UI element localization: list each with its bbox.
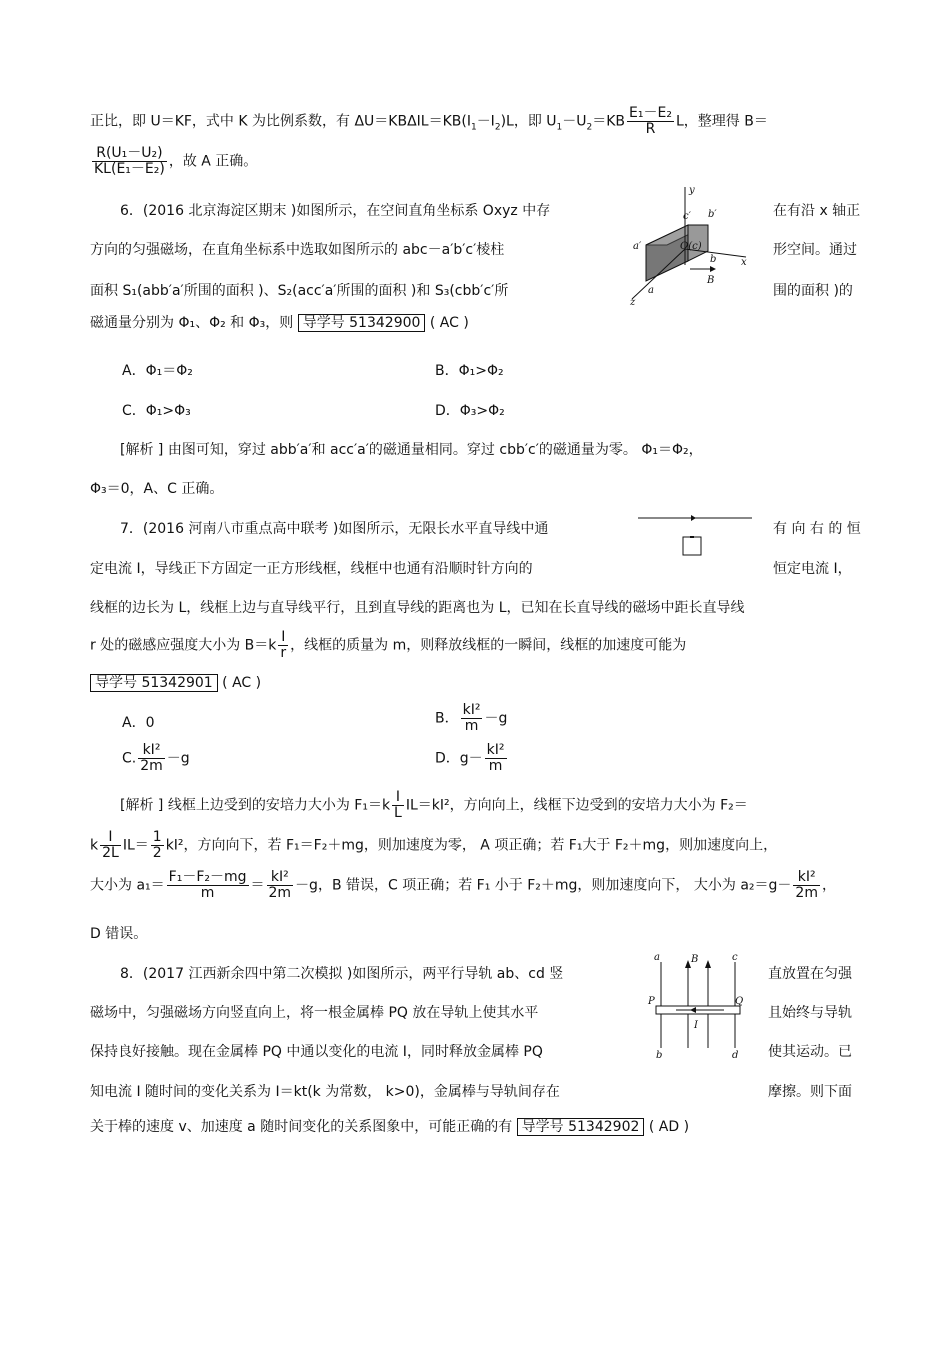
q8-rails-figure (646, 950, 746, 1062)
text: IL＝kI²，方向向上，线框下边受到的安培力大小为 F₂＝ (405, 797, 748, 814)
q7-line-2: 定电流 I，导线正下方固定一正方形线框，线框中也通有沿顺时针方向的 (90, 561, 533, 577)
top-line-2 (90, 146, 257, 177)
q6-line-3: 面积 S₁(abb′a′所围的面积 )、S₂(acc′a′所围的面积 )和 S₃(cbb′c′所 (90, 283, 509, 299)
field-arrow-2 (705, 960, 711, 968)
q7-option-a: A．0 (122, 715, 155, 731)
text: ＝KB (592, 113, 626, 130)
text: －U (562, 113, 587, 130)
current-arrow (691, 515, 696, 521)
answer: ( AC ) (429, 315, 469, 331)
text: L，整理得 B＝ (675, 113, 768, 130)
q6-prism-figure (628, 185, 756, 307)
text: －I (476, 113, 495, 130)
fraction (151, 830, 164, 861)
text: 正比，即 U＝KF，式中 K 为比例系数，有 ΔU＝KBΔIL＝KB(I (90, 113, 471, 130)
text: r 处的磁感应强度大小为 B＝k (90, 637, 277, 654)
q8-line-3: 保持良好接触。现在金属棒 PQ 中通以变化的电流 I，同时释放金属棒 PQ (90, 1044, 543, 1060)
denominator: m (200, 885, 215, 901)
fraction (100, 830, 121, 861)
q7-guide-line (90, 674, 261, 692)
text: ， (821, 877, 836, 894)
numerator: F₁－F₂－mg (168, 869, 247, 885)
numerator: I (392, 790, 404, 806)
q8-line-5 (90, 1118, 689, 1136)
fraction (167, 870, 249, 901)
label-b: b (656, 1050, 663, 1061)
numerator: 1 (152, 829, 162, 845)
label-bfield: B (707, 275, 715, 286)
numerator: kI² (486, 742, 505, 758)
label-B: B (691, 954, 699, 965)
q8-line-2: 磁场中，匀强磁场方向竖直向上，将一根金属棒 PQ 放在导轨上使其水平 (90, 1005, 539, 1021)
denominator: r (280, 645, 287, 661)
text: B． (435, 710, 459, 727)
q6-analysis-1: [解析 ] 由图可知，穿过 abb′a′和 acc′a′的磁通量相同。穿过 cbb′c′的磁通量为零。 Φ₁＝Φ₂， (120, 442, 703, 458)
label-a: a (654, 952, 660, 963)
q6-line-4 (90, 314, 469, 332)
answer: ( AC ) (222, 675, 262, 691)
q6-analysis-2: Φ₃＝0，A、C 正确。 (90, 481, 224, 497)
q6-option-c: C．Φ₁>Φ₃ (122, 403, 191, 419)
numerator: kI² (138, 743, 165, 759)
q8-line-4-right: 摩擦。则下面 (768, 1084, 852, 1100)
q7-option-c (122, 743, 190, 774)
label-a: a (648, 285, 654, 296)
text: －g，B 错误，C 项正确；若 F₁ 小于 F₂＋mg，则加速度向下， 大小为 a₂＝g－ (295, 877, 792, 894)
denominator: R (645, 121, 656, 137)
label-c: c (732, 952, 738, 963)
q6-option-b: B．Φ₁>Φ₂ (435, 363, 504, 379)
fraction (392, 790, 404, 821)
text: k (90, 837, 99, 854)
denominator: L (394, 805, 402, 821)
label-I: I (694, 1020, 698, 1031)
q8-line-2-right: 且始终与导轨 (768, 1005, 852, 1021)
fraction (278, 630, 288, 661)
answer: ( AD ) (648, 1119, 690, 1135)
fraction (92, 146, 167, 177)
q7-line-2-right: 恒定电流 I， (773, 561, 852, 577)
fraction (485, 743, 507, 774)
text: 关于棒的速度 v、加速度 a 随时间变化的关系图象中，可能正确的有 (90, 1119, 513, 1135)
label-Q: Q (735, 996, 744, 1007)
q7-wire-figure (636, 512, 754, 560)
q8-line-3-right: 使其运动。已 (768, 1044, 852, 1060)
fraction (627, 106, 674, 137)
numerator: R(U₁－U₂) (92, 146, 167, 162)
q6-line-2: 方向的匀强磁场，在直角坐标系中选取如图所示的 abc－a′b′c′棱柱 (90, 242, 505, 258)
text: IL＝ (122, 837, 149, 854)
q7-line-4 (90, 630, 686, 661)
numerator: E₁－E₂ (629, 105, 672, 121)
denominator: 2L (102, 845, 119, 861)
denominator: 2m (268, 885, 292, 901)
text: －g (484, 710, 508, 727)
label-oc: O(c) (680, 241, 702, 252)
label-z: z (630, 297, 636, 307)
text: 磁通量分别为 Φ₁、Φ₂ 和 Φ₃，则 (90, 315, 294, 331)
q6-option-d: D．Φ₃>Φ₂ (435, 403, 505, 419)
text: ，故 A 正确。 (168, 153, 258, 170)
q7-option-d (435, 743, 509, 774)
q8-line-4: 知电流 I 随时间的变化关系为 I＝kt(k 为常数， k>0)，金属棒与导轨间存在 (90, 1084, 560, 1100)
q7-analysis-3 (90, 870, 836, 901)
q6-line-3-right: 围的面积 )的 (773, 283, 853, 299)
numerator: I (100, 830, 121, 846)
q7-analysis-2 (90, 830, 777, 861)
denominator: 2m (795, 885, 818, 901)
numerator: kI² (793, 870, 820, 886)
q6-line-1-right: 在有沿 x 轴正 (773, 203, 861, 219)
q7-analysis-4: D 错误。 (90, 926, 148, 942)
text: －g (166, 750, 190, 767)
denominator: 2m (140, 758, 163, 774)
text: C. (122, 750, 137, 767)
q6-line-2-right: 形空间。通过 (773, 242, 857, 258)
q6-line-1: 6．(2016 北京海淀区期末 )如图所示，在空间直角坐标系 Oxyz 中存 (120, 203, 551, 219)
guide-number: 导学号 51342902 (517, 1118, 645, 1136)
text: kI²，方向向下，若 F₁＝F₂＋mg，则加速度为零， A 项正确；若 F₁大于 F₂＋mg，则加速度向上， (165, 837, 778, 854)
denominator: m (464, 718, 479, 734)
guide-number: 导学号 51342901 (90, 674, 218, 692)
q8-line-1-right: 直放置在匀强 (768, 966, 852, 982)
q7-line-1-right: 有 向 右 的 恒 (773, 521, 861, 537)
label-y: y (689, 185, 695, 196)
q7-line-3: 线框的边长为 L，线框上边与直导线平行，且到直导线的距离也为 L，已知在长直导线的磁场中距长直导线 (90, 600, 745, 616)
arrow-head (710, 266, 716, 272)
text: 大小为 a₁＝ (90, 877, 165, 894)
text: D．g－ (435, 750, 483, 767)
label-b: b (710, 254, 717, 265)
denominator: KL(E₁－E₂) (94, 161, 165, 177)
q7-analysis-1 (120, 790, 748, 821)
label-cp: c′ (683, 211, 691, 222)
guide-number: 导学号 51342900 (298, 314, 426, 332)
q8-line-1: 8．(2017 江西新余四中第二次模拟 )如图所示，两平行导轨 ab、cd 竖 (120, 966, 564, 982)
fraction (267, 870, 294, 901)
numerator: kI² (462, 702, 481, 718)
text: ＝ (250, 877, 265, 894)
denominator: 2 (152, 845, 162, 861)
text: ，线框的质量为 m，则释放线框的一瞬间，线框的加速度可能为 (290, 637, 687, 654)
q7-option-b (435, 703, 507, 734)
fraction (138, 743, 165, 774)
q7-line-1: 7．(2016 河南八市重点高中联考 )如图所示，无限长水平直导线中通 (120, 521, 549, 537)
text: )L，即 U (500, 113, 557, 130)
numerator: kI² (267, 870, 294, 886)
label-ap: a′ (633, 241, 642, 252)
label-P: P (648, 996, 655, 1007)
fraction (793, 870, 820, 901)
denominator: m (488, 758, 503, 774)
label-d: d (732, 1050, 739, 1061)
text: [解析 ] 线框上边受到的安培力大小为 F₁＝k (120, 797, 391, 814)
label-bp: b′ (708, 209, 717, 220)
square-loop (683, 537, 701, 555)
fraction (461, 703, 483, 734)
q6-option-a: A．Φ₁＝Φ₂ (122, 363, 193, 379)
numerator: I (278, 630, 288, 646)
top-line-1: 正比，即 U＝KF，式中 K 为比例系数，有 $\Delta U=KB\Delta IL=KB(I_1-I_2)L$，即 $U_1-U_2=KB$ $\frac{\text{E₁－E₂}}{R}$ L，整理得 B＝ (90, 105, 768, 137)
label-x: x (741, 257, 747, 268)
